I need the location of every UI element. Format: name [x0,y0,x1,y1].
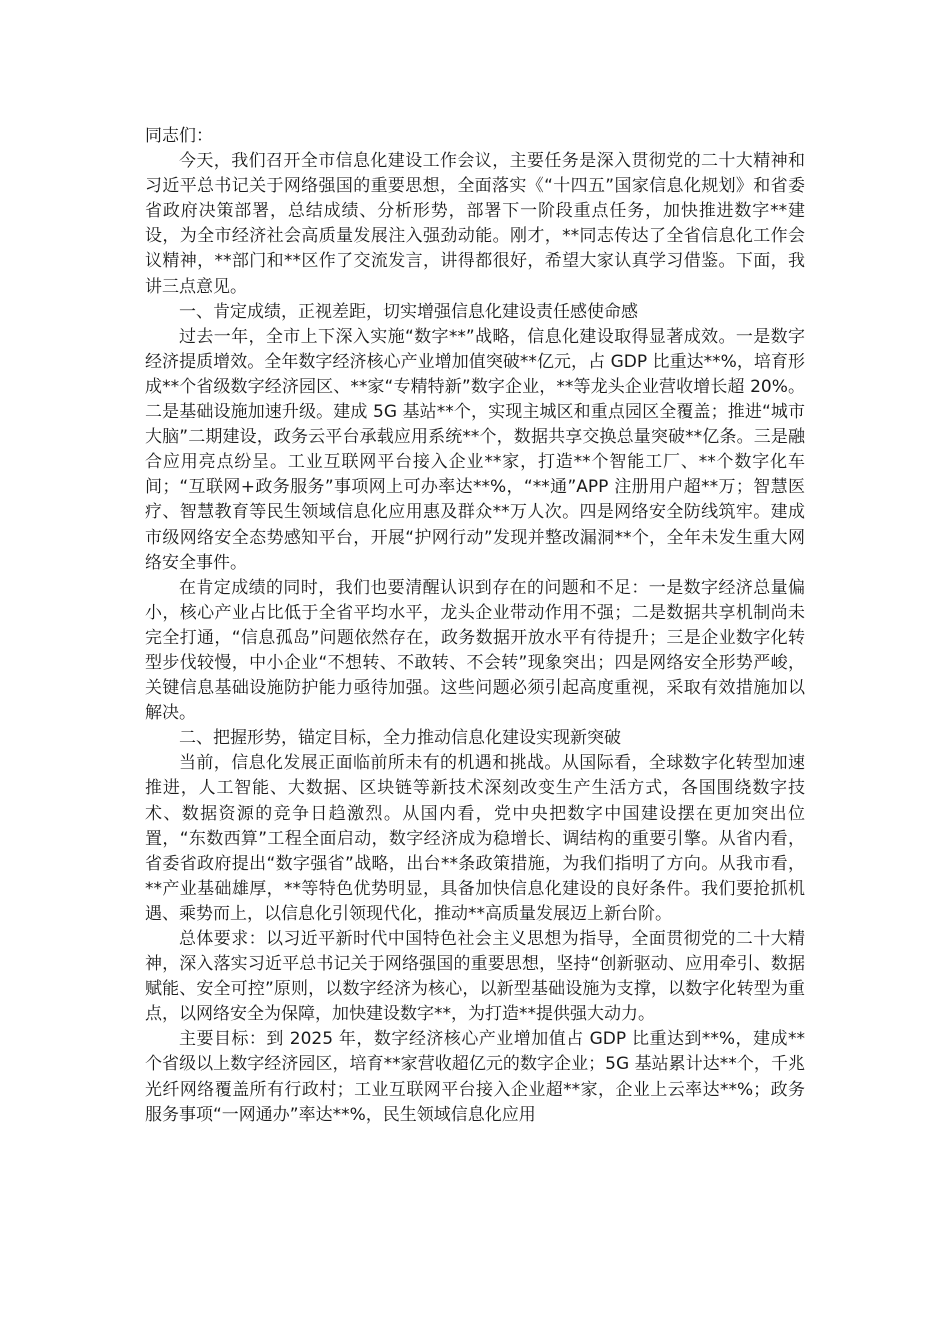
section-heading-2: 二、把握形势，锚定目标，全力推动信息化建设实现新突破 [179,728,621,749]
opening-paragraph: 今天，我们召开全市信息化建设工作会议，主要任务是深入贯彻党的二十大精神和习近平总书记关于网络强国的重要思想，全面落实《“十四五”国家信息化规划》和省委省政府决策部署，总结成绩、分析形势，部署下一阶段重点任务，加快推进数字**建设，为全市经济社会高质量发展注入强劲动能。刚才，**同志传达了全省信息化工作会议精神，**部门和**区作了交流发言，讲得都很好，希望大家认真学习借鉴。下面，我讲三点意见。 [145,151,805,297]
salutation: 同志们： [145,126,213,146]
section-heading-1: 一、肯定成绩，正视差距，切实增强信息化建设责任感使命感 [179,301,638,322]
achievements-paragraph: 过去一年，全市上下深入实施“数字**”战略，信息化建设取得显著成效。一是数字经济提质增效。全年数字经济核心产业增加值突破**亿元，占 GDP 比重达**%，培育形成**个省级数字经济园区、**家“专精特新”数字企业，**等龙头企业营收增长超 20%。二是基础设施加速升级。建成 5G 基站**个，实现主城区和重点园区全覆盖；推进“城市大脑”二期建设，政务云平台承载应用系统**个，数据共享交换总量突破**亿条。三是融合应用亮点纷呈。工业互联网平台接入企业**家，打造**个智能工厂、**个数字化车间；“互联网+政务服务”事项网上可办率达**%，“**通”APP 注册用户超**万；智慧医疗、智慧教育等民生领域信息化应用惠及群众**万人次。四是网络安全防线筑牢。建成市级网络安全态势感知平台，开展“护网行动”发现并整改漏洞**个，全年未发生重大网络安全事件。 [145,326,805,573]
situation-paragraph: 当前，信息化发展正面临前所未有的机遇和挑战。从国际看，全球数字化转型加速推进，人工智能、大数据、区块链等新技术深刻改变生产生活方式，各国围绕数字技术、数据资源的竞争日趋激烈。从国内看，党中央把数字中国建设摆在更加突出位置，“东数西算”工程全面启动，数字经济成为稳增长、调结构的重要引擎。从省内看，省委省政府提出“数字强省”战略，出台**条政策措施，为我们指明了方向。从我市看，**产业基础雄厚，**等特色优势明显，具备加快信息化建设的良好条件。我们要抢抓机遇、乘势而上，以信息化引领现代化，推动**高质量发展迈上新台阶。 [145,753,805,924]
speech-body [145,124,805,1128]
problems-paragraph: 在肯定成绩的同时，我们也要清醒认识到存在的问题和不足：一是数字经济总量偏小，核心产业占比低于全省平均水平，龙头企业带动作用不强；二是数据共享机制尚未完全打通，“信息孤岛”问题依然存在，政务数据开放水平有待提升；三是企业数字化转型步伐较慢，中小企业“不想转、不敢转、不会转”现象突出；四是网络安全形势严峻，关键信息基础设施防护能力亟待加强。这些问题必须引起高度重视，采取有效措施加以解决。 [145,577,805,724]
overall-requirements-paragraph: 总体要求：以习近平新时代中国特色社会主义思想为指导，全面贯彻党的二十大精神，深入落实习近平总书记关于网络强国的重要思想，坚持“创新驱动、应用牵引、数据赋能、安全可控”原则，以数字经济为核心，以新型基础设施为支撑，以数字化转型为重点，以网络安全为保障，加快建设数字**，为打造**提供强大动力。 [145,929,805,1025]
main-goals-paragraph: 主要目标：到 2025 年，数字经济核心产业增加值占 GDP 比重达到**%，建成**个省级以上数字经济园区，培育**家营收超亿元的数字企业；5G 基站累计达**个，千兆光纤网络覆盖所有行政村；工业互联网平台接入企业超**家，企业上云率达**%；政务服务事项“一网通办”率达**%，民生领域信息化应用 [145,1029,805,1125]
